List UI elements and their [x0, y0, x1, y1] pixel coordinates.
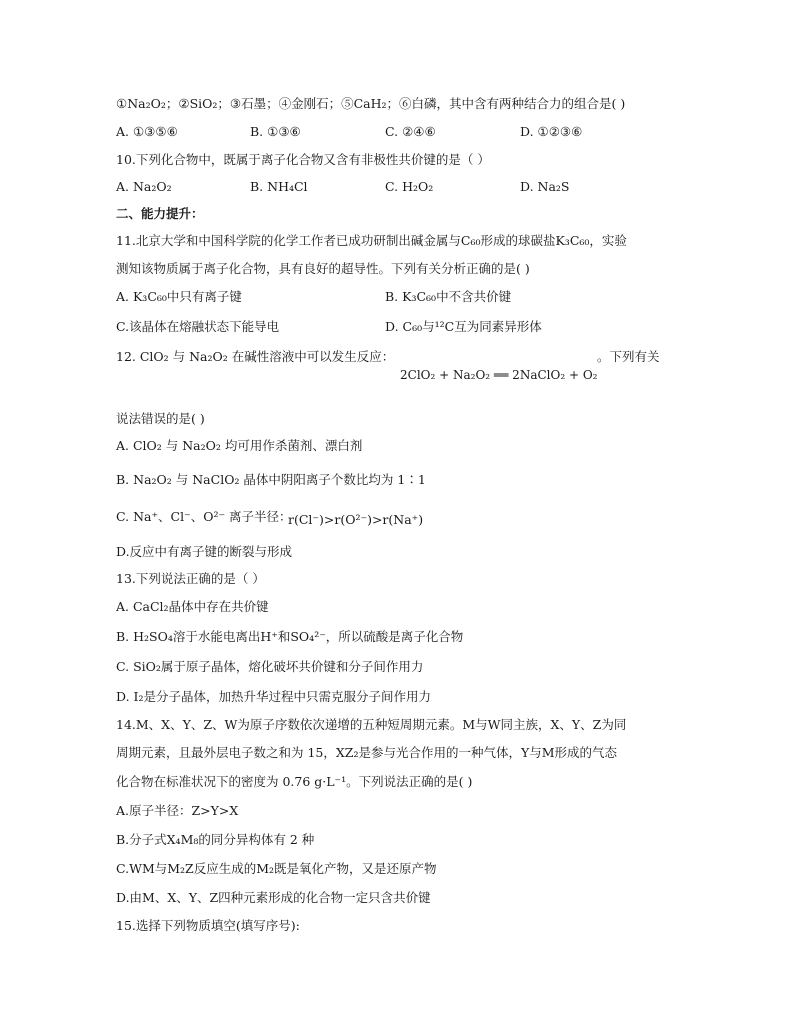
q9-stem: ①Na₂O₂；②SiO₂；③石墨；④金刚石；⑤CaH₂；⑥白磷，其中含有两种结合力的组合是( )	[116, 96, 626, 111]
q11-stem-line1: 11.北京大学和中国科学院的化学工作者已成功研制出碱金属与C₆₀形成的球碳盐K₃C₆₀，实验	[116, 233, 627, 248]
q10-option-b[interactable]: B. NH₄Cl	[250, 179, 308, 194]
q14-stem-line3: 化合物在标准状况下的密度为 0.76 g·L⁻¹。下列说法正确的是( )	[116, 774, 473, 789]
q14-option-c[interactable]: C.WM与M₂Z反应生成的M₂既是氧化产物，又是还原产物	[116, 861, 437, 876]
q12-option-c-label[interactable]: C. Na⁺、Cl⁻、O²⁻ 离子半径：	[116, 509, 292, 524]
q12-option-c-expression: r(Cl⁻)>r(O²⁻)>r(Na⁺)	[288, 512, 424, 527]
q13-option-c[interactable]: C. SiO₂属于原子晶体，熔化破坏共价键和分子间作用力	[116, 659, 424, 674]
q13-option-b[interactable]: B. H₂SO₄溶于水能电离出H⁺和SO₄²⁻，所以硫酸是离子化合物	[116, 629, 464, 644]
q9-option-c[interactable]: C. ②④⑥	[385, 124, 436, 139]
q12-stem-part2: 。下列有关	[597, 349, 660, 364]
q12-equation: 2ClO₂ + Na₂O₂ ══ 2NaClO₂ + O₂	[400, 368, 598, 382]
q11-option-c[interactable]: C.该晶体在熔融状态下能导电	[116, 319, 280, 334]
q12-stem-part1: 12. ClO₂ 与 Na₂O₂ 在碱性溶液中可以发生反应：	[116, 349, 395, 364]
q11-option-b[interactable]: B. K₃C₆₀中不含共价键	[385, 289, 512, 304]
q10-stem: 10.下列化合物中，既属于离子化合物又含有非极性共价键的是（ ）	[116, 152, 490, 167]
q10-option-a[interactable]: A. Na₂O₂	[116, 179, 172, 194]
q14-option-d[interactable]: D.由M、X、Y、Z四种元素形成的化合物一定只含共价键	[116, 890, 431, 905]
q10-option-d[interactable]: D. Na₂S	[520, 179, 570, 194]
q14-stem-line1: 14.M、X、Y、Z、W为原子序数依次递增的五种短周期元素。M与W同主族，X、Y、Z为同	[116, 717, 627, 732]
q12-option-a[interactable]: A. ClO₂ 与 Na₂O₂ 均可用作杀菌剂、漂白剂	[116, 438, 363, 453]
q14-stem-line2: 周期元素，且最外层电子数之和为 15，XZ₂是参与光合作用的一种气体，Y与M形成的气态	[116, 745, 618, 760]
q15-stem: 15.选择下列物质填空(填写序号):	[116, 918, 300, 933]
q13-option-a[interactable]: A. CaCl₂晶体中存在共价键	[116, 599, 269, 614]
q10-option-c[interactable]: C. H₂O₂	[385, 179, 434, 194]
q11-option-d[interactable]: D. C₆₀与¹²C互为同素异形体	[385, 319, 542, 334]
q12-option-b[interactable]: B. Na₂O₂ 与 NaClO₂ 晶体中阴阳离子个数比均为 1∶1	[116, 472, 426, 487]
q12-option-d[interactable]: D.反应中有离子键的断裂与形成	[116, 544, 293, 559]
q9-option-d[interactable]: D. ①②③⑥	[520, 124, 583, 139]
q14-option-a[interactable]: A.原子半径：Z>Y>X	[116, 803, 239, 818]
q11-stem-line2: 测知该物质属于离子化合物，具有良好的超导性。下列有关分析正确的是( )	[116, 261, 530, 276]
q9-option-b[interactable]: B. ①③⑥	[250, 124, 301, 139]
q9-option-a[interactable]: A. ①③⑤⑥	[116, 124, 178, 139]
q12-stem-line2: 说法错误的是( )	[116, 411, 205, 426]
q11-option-a[interactable]: A. K₃C₆₀中只有离子键	[116, 289, 242, 304]
section-title: 二、能力提升：	[116, 206, 204, 221]
q14-option-b[interactable]: B.分子式X₄M₈的同分异构体有 2 种	[116, 832, 315, 847]
q13-option-d[interactable]: D. I₂是分子晶体，加热升华过程中只需克服分子间作用力	[116, 689, 431, 704]
q13-stem: 13.下列说法正确的是（ ）	[116, 571, 265, 586]
